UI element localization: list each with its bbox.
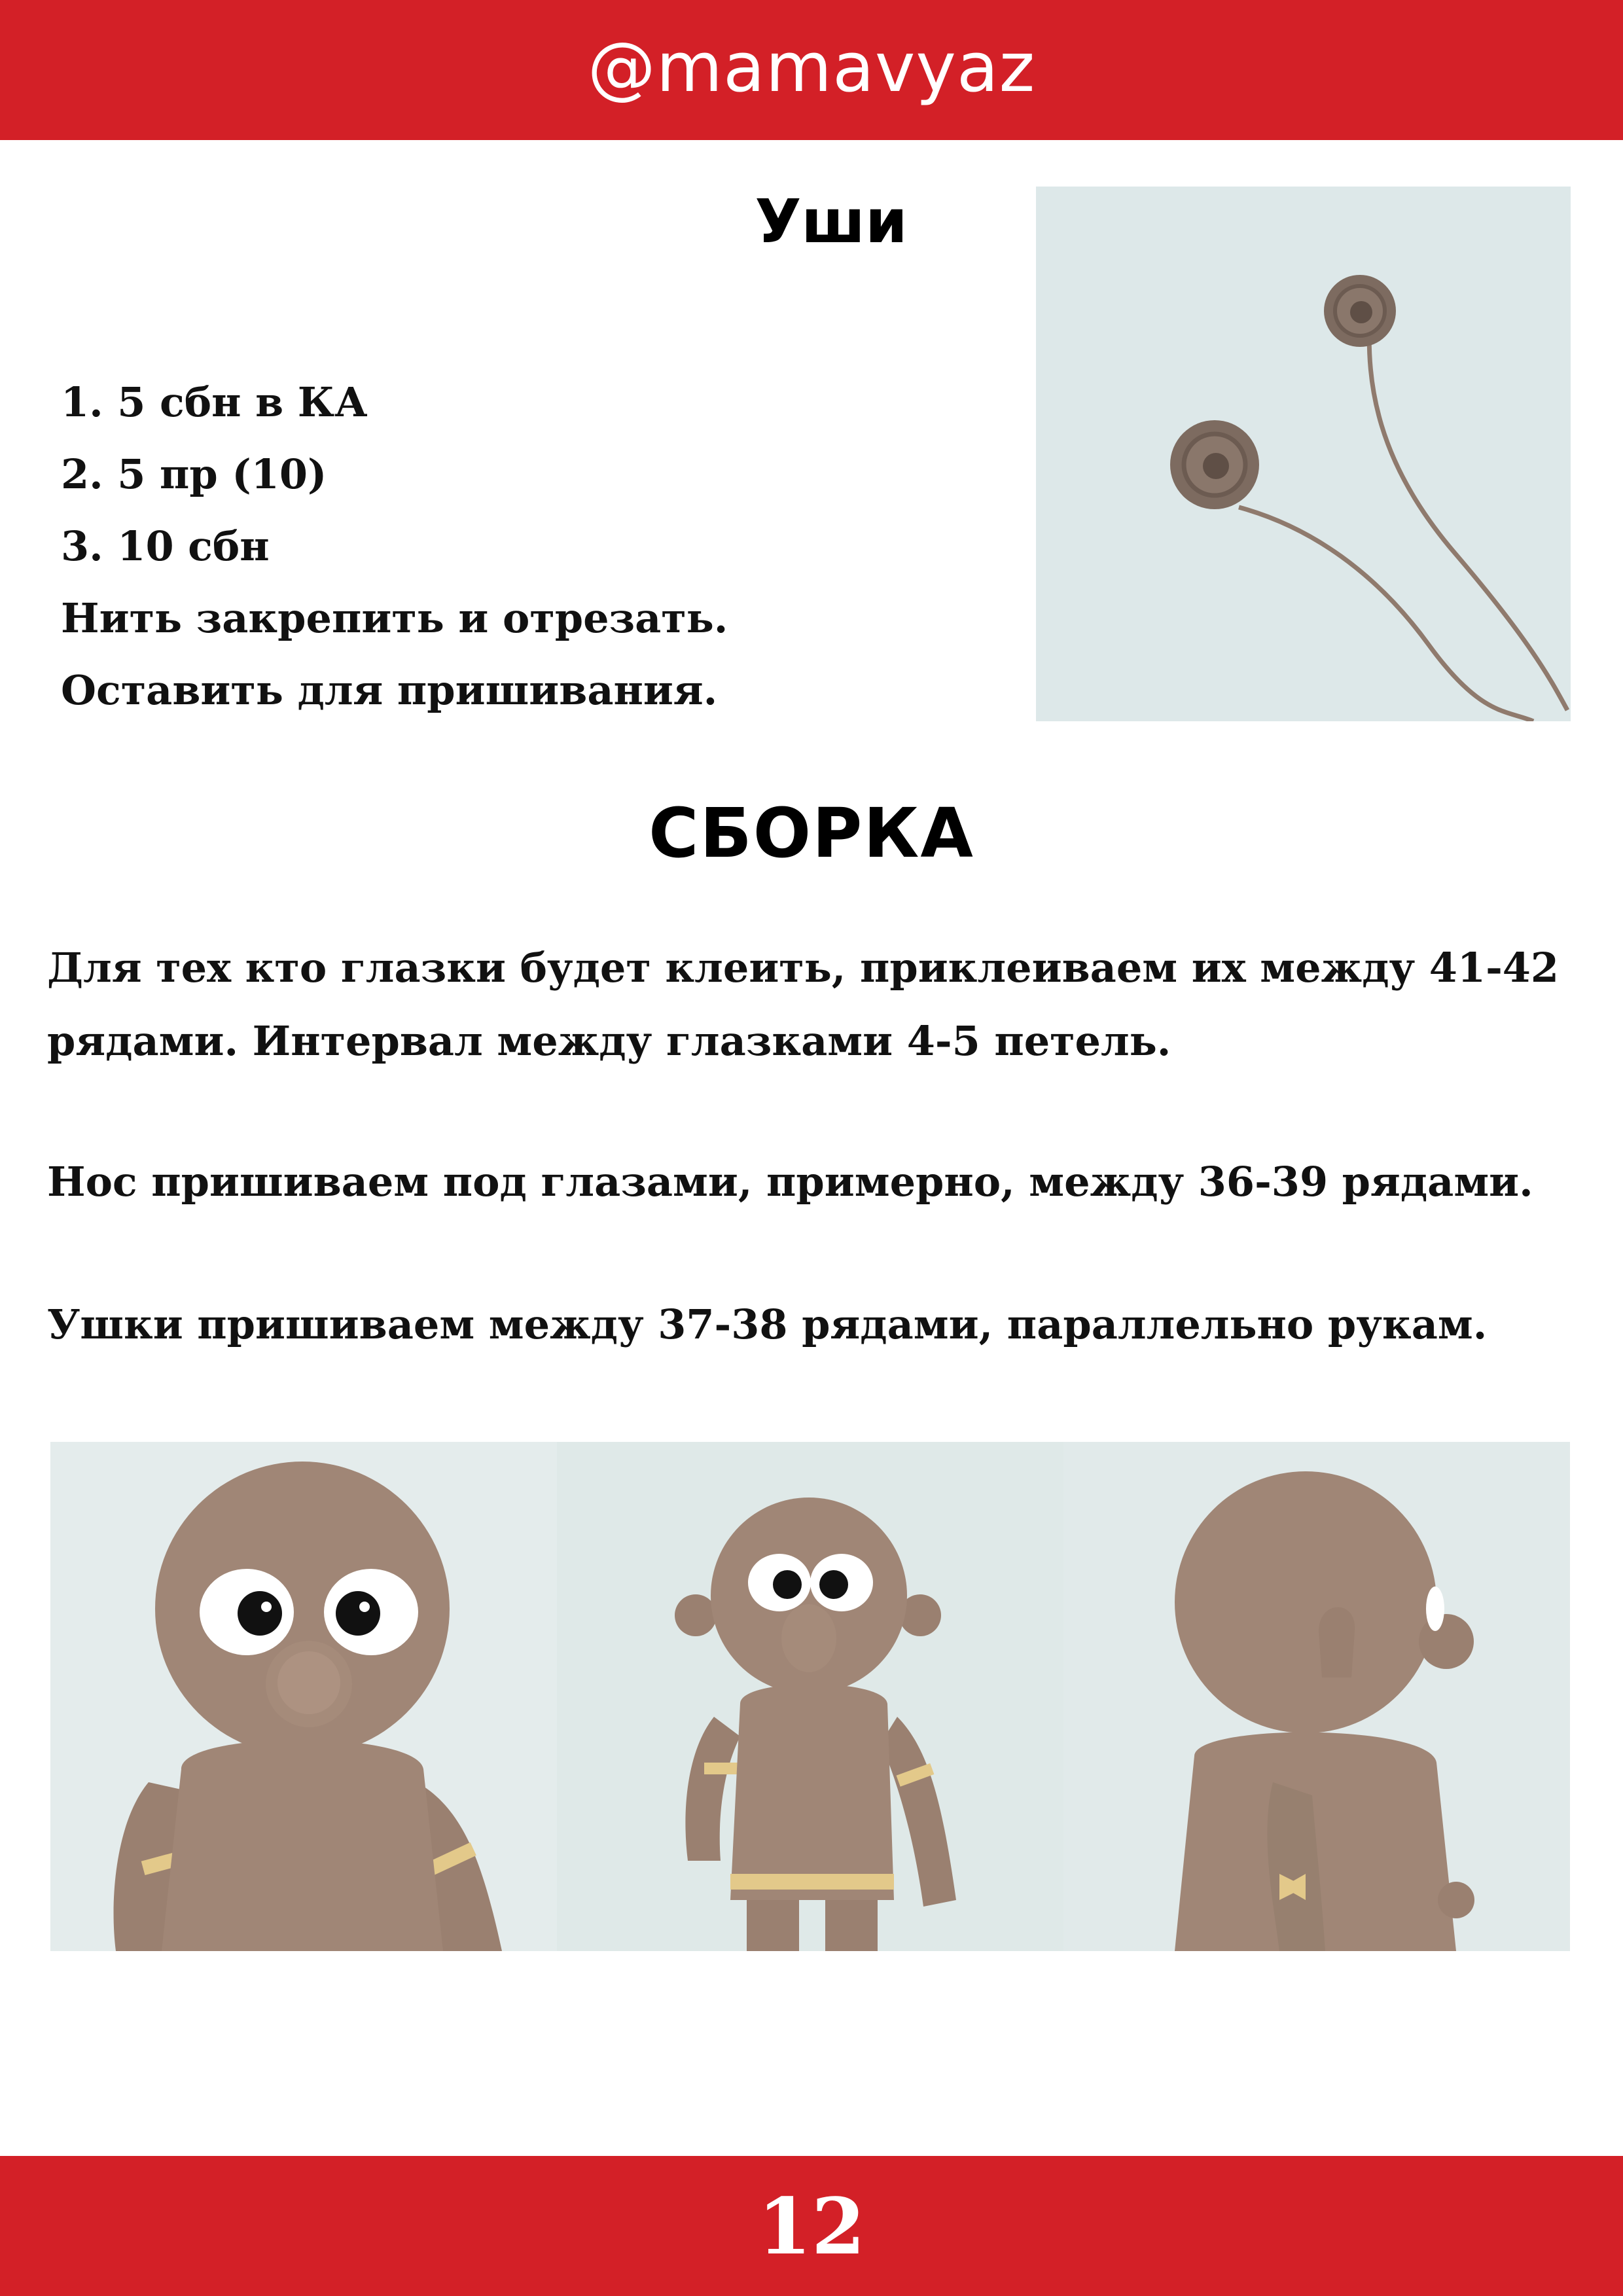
ears-section-title: Уши xyxy=(755,187,908,257)
assembly-paragraph-ears: Ушки пришиваем между 37-38 рядами, параллельно рукам. xyxy=(47,1300,1488,1348)
author-handle: @mamavyaz xyxy=(587,27,1036,107)
crocheted-ears-image xyxy=(1036,187,1571,721)
assembly-photo-strip xyxy=(50,1442,1571,1951)
assembly-paragraph-eyes: Для тех кто глазки будет клеить, приклеиваем их между 41-42 рядами. Интервал между глазками 4-5 петель. xyxy=(47,944,1560,1065)
header-bar xyxy=(0,0,1623,140)
ears-step: 1. 5 сбн в КА xyxy=(61,378,368,426)
ears-step: Нить закрепить и отрезать. xyxy=(61,594,728,642)
ears-photo xyxy=(1036,187,1571,721)
page-number: 12 xyxy=(757,2180,866,2272)
assembly-paragraph-nose: Нос пришиваем под глазами, примерно, между 36-39 рядами. xyxy=(47,1158,1533,1206)
ears-step: 2. 5 пр (10) xyxy=(61,450,327,498)
toy-side-image xyxy=(1063,1442,1570,1951)
toy-photo-side xyxy=(1063,1442,1570,1951)
toy-photo-closeup xyxy=(50,1442,557,1951)
toy-front-image xyxy=(557,1442,1063,1951)
footer-bar xyxy=(0,2156,1623,2296)
ears-instructions xyxy=(61,367,977,726)
toy-closeup-image xyxy=(50,1442,557,1951)
ears-step: 3. 10 сбн xyxy=(61,522,270,570)
toy-photo-front xyxy=(557,1442,1063,1951)
ears-step: Оставить для пришивания. xyxy=(61,666,718,714)
assembly-section-title: СБОРКА xyxy=(649,793,974,873)
